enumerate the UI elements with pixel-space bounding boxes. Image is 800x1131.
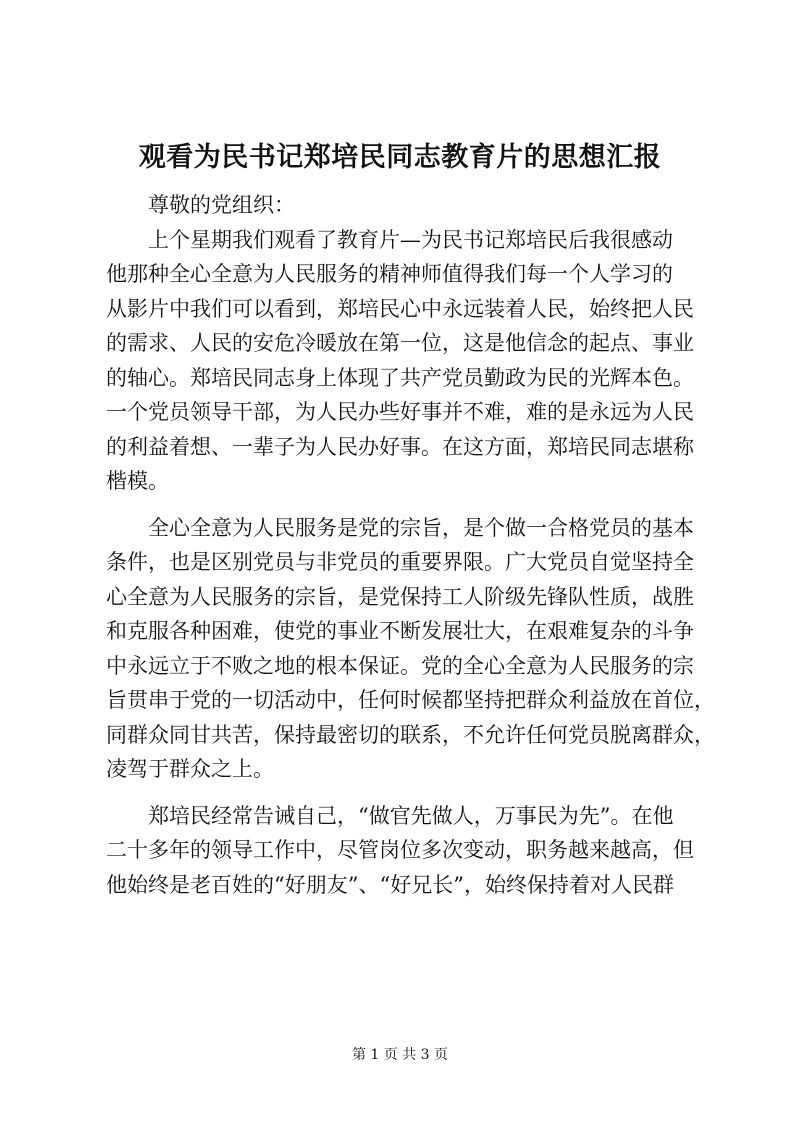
paragraph-line: 一个党员领导干部，为人民办些好事并不难，难的是永远为人民 [106, 400, 694, 424]
paragraph-line: 同群众同甘共苦，保持最密切的联系，不允许任何党员脱离群众， [106, 722, 715, 747]
paragraph-line: 从影片中我们可以看到，郑培民心中永远装着人民，始终把人民 [106, 296, 694, 321]
document-body [106, 188, 716, 902]
paragraph-line: 全心全意为人民服务是党的宗旨，是个做一合格党员的基本 [148, 515, 694, 540]
paragraph-line: 和克服各种困难，使党的事业不断发展壮大，在艰难复杂的斗争 [106, 619, 694, 643]
paragraph-line: 心全意为人民服务的宗旨，是党保持工人阶级先锋队性质，战胜 [106, 584, 694, 609]
paragraph-spacer [106, 787, 716, 799]
paragraph-line: 上个星期我们观看了教育片—为民书记郑培民后我很感动 [148, 227, 673, 252]
paragraph-line: 的需求、人民的安危冷暖放在第一位，这是他信念的起点、事业 [106, 331, 694, 355]
page-footer: 第 1 页 共 3 页 [351, 1047, 449, 1063]
paragraph-line: 的轴心。郑培民同志身上体现了共产党员勤政为民的光辉本色。 [106, 365, 694, 390]
paragraph-line: 楷模。 [106, 469, 169, 493]
document-title: 观看为民书记郑培民同志教育片的思想汇报 [138, 142, 662, 173]
paragraph-line: 旨贯串于党的一切活动中，任何时候都坚持把群众利益放在首位， [106, 688, 715, 712]
paragraph-3 [106, 799, 716, 903]
paragraph-line: 凌驾于群众之上。 [106, 757, 274, 781]
paragraph-1 [106, 223, 716, 499]
paragraph-line: 他始终是老百姓的“好朋友”、“好兄长”，始终保持着对人民群 [106, 872, 674, 897]
paragraph-line: 的利益着想、一辈子为人民办好事。在这方面，郑培民同志堪称 [106, 434, 694, 459]
paragraph-line: 中永远立于不败之地的根本保证。党的全心全意为人民服务的宗 [106, 653, 694, 678]
paragraph-2 [106, 511, 716, 787]
paragraph-line: 郑培民经常告诫自己，“做官先做人，万事民为先”。在他 [148, 803, 674, 828]
salutation: 尊敬的党组织： [148, 193, 295, 217]
paragraph-line: 二十多年的领导工作中，尽管岗位多次变动，职务越来越高，但 [106, 838, 694, 862]
paragraph-line: 条件，也是区别党员与非党员的重要界限。广大党员自觉坚持全 [106, 550, 694, 574]
paragraph-line: 他那种全心全意为人民服务的精神师值得我们每一个人学习的 [106, 262, 673, 286]
paragraph-spacer [106, 499, 716, 511]
